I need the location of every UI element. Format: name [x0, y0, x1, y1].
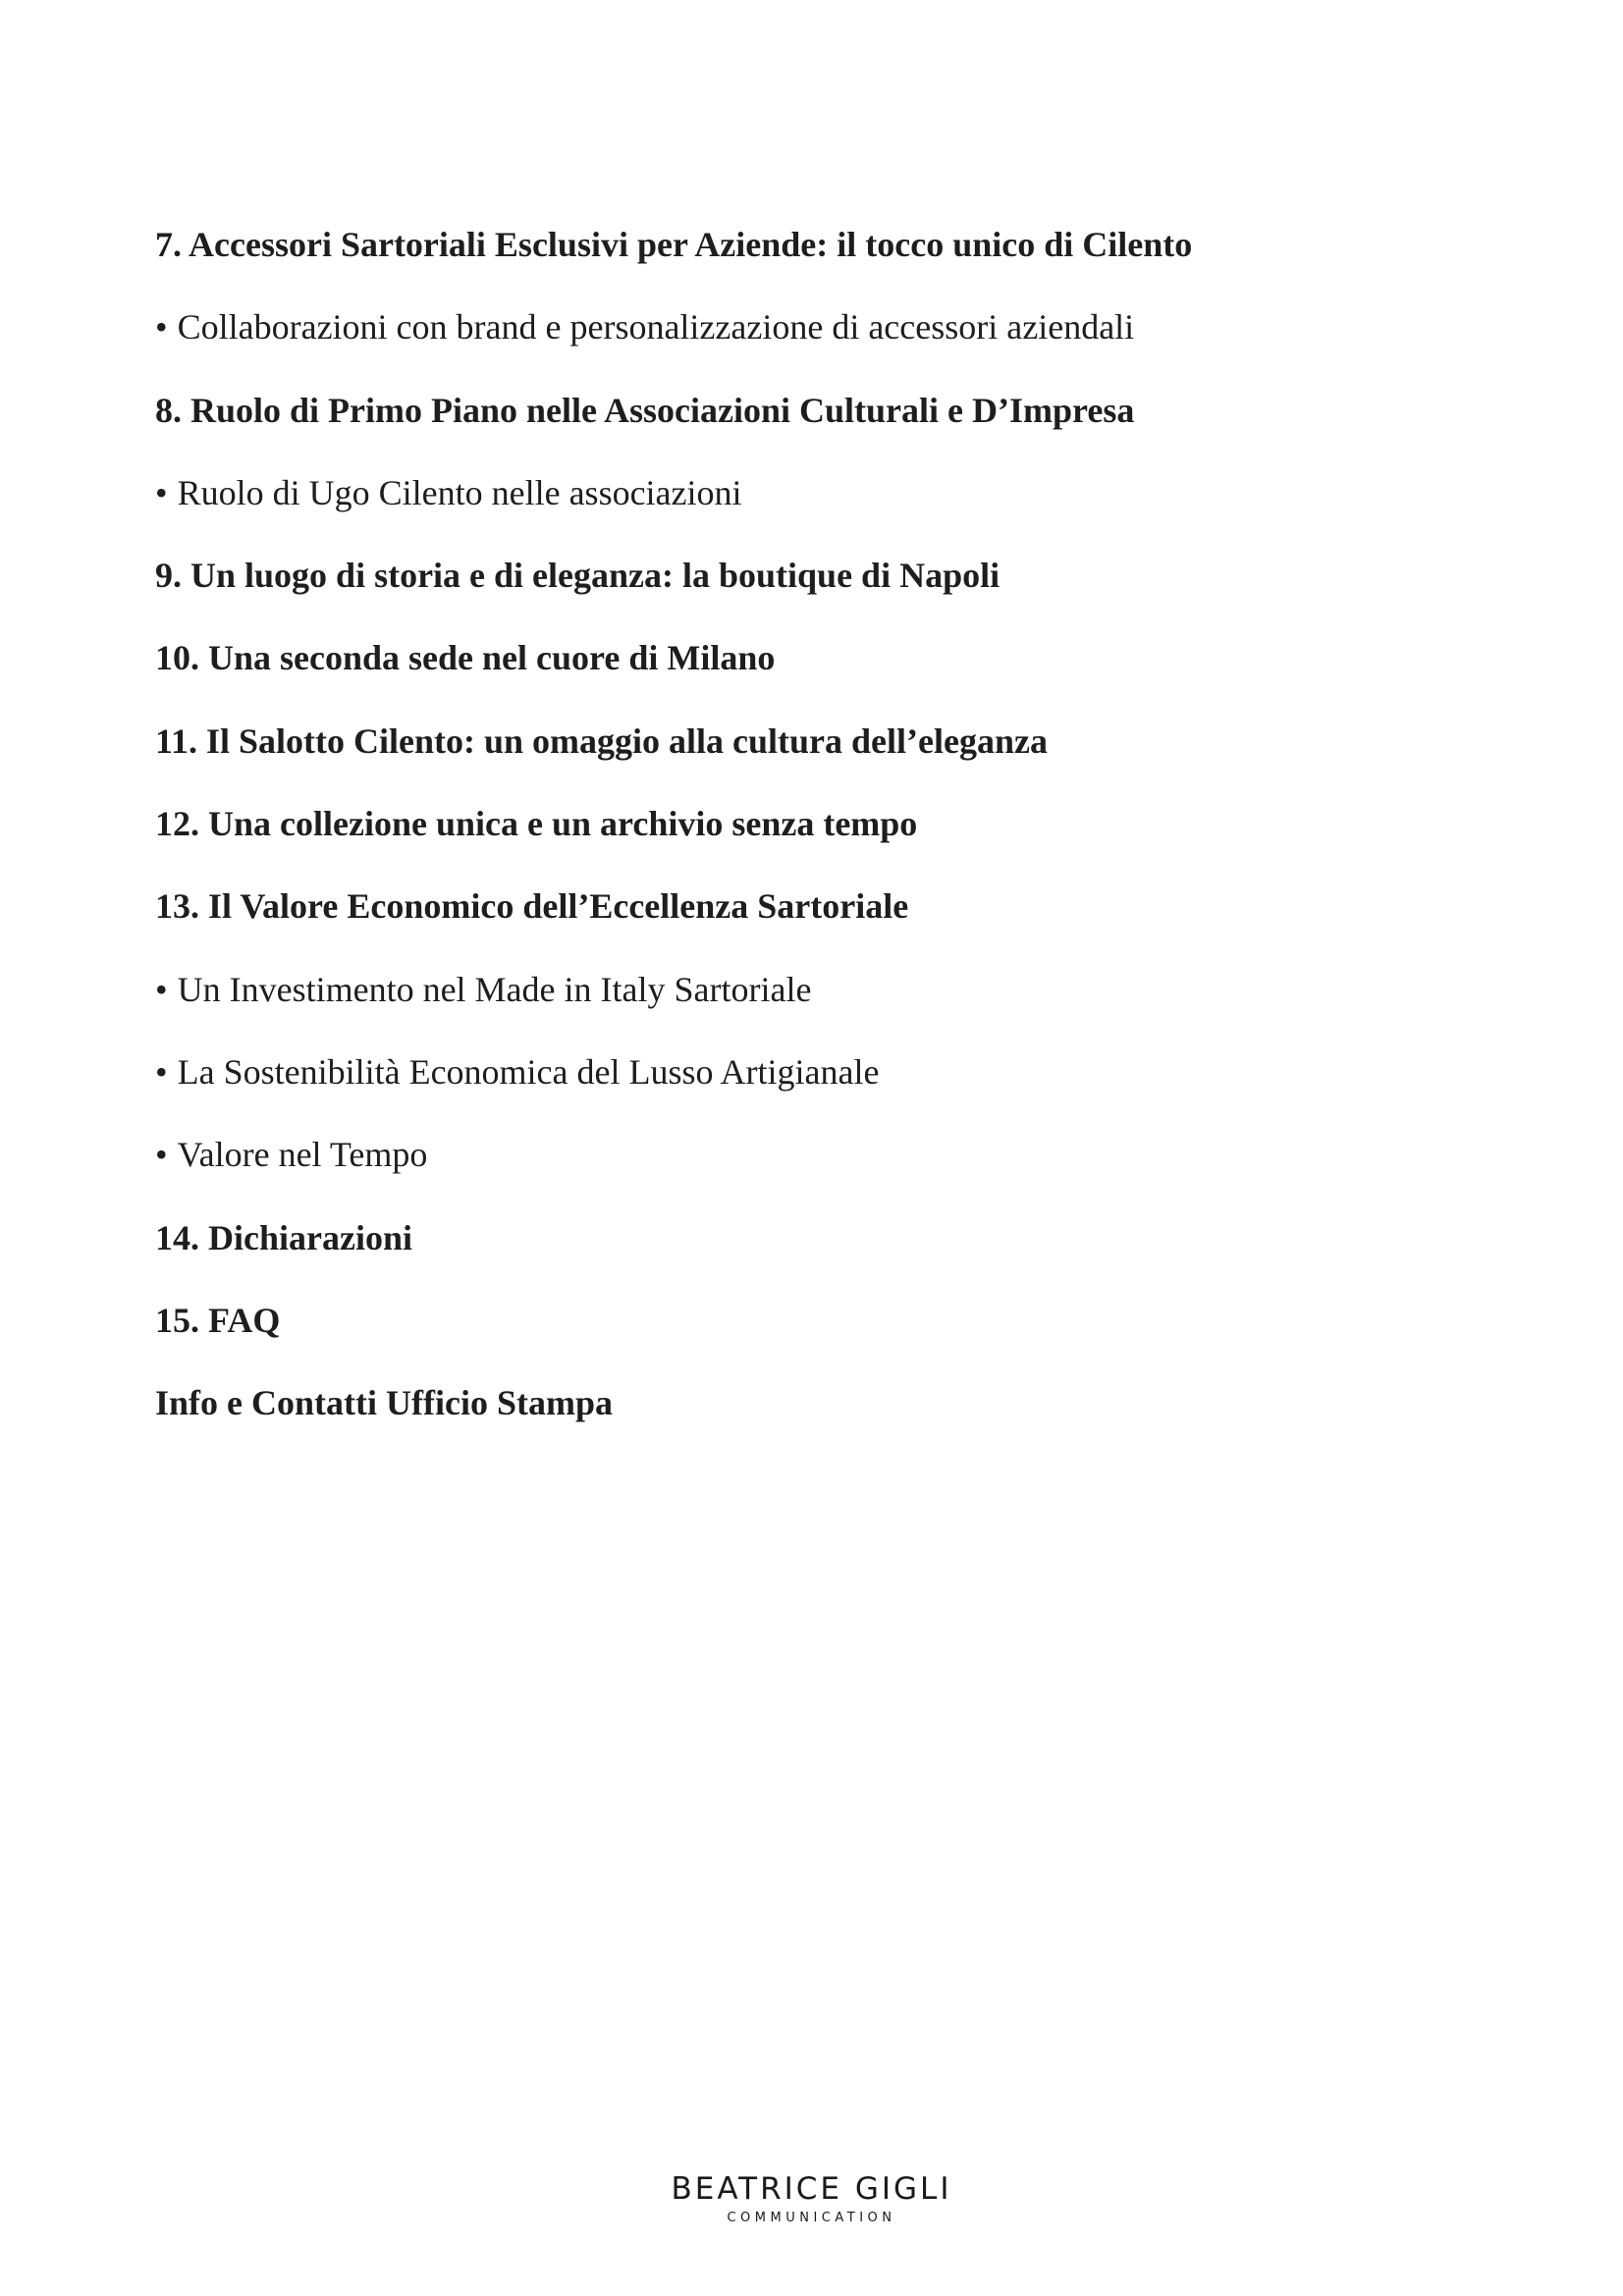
bullet-icon: •: [155, 1135, 168, 1175]
toc-heading[interactable]: [155, 799, 1490, 881]
toc-heading-text: 13. Il Valore Economico dell’Eccellenza Sartoriale: [155, 886, 909, 927]
toc-heading-text: 14. Dichiarazioni: [155, 1217, 412, 1257]
toc-heading-text: Info e Contatti Ufficio Stampa: [155, 1383, 613, 1423]
toc-heading[interactable]: [155, 1296, 1490, 1378]
toc-heading-text: 10. Una seconda sede nel cuore di Milano: [155, 638, 776, 678]
toc-subitem[interactable]: [155, 1047, 1490, 1130]
toc-subitem[interactable]: [155, 302, 1490, 385]
toc-heading[interactable]: [155, 717, 1490, 799]
toc-heading-text: 9. Un luogo di storia e di eleganza: la boutique di Napoli: [155, 556, 1001, 596]
toc-heading[interactable]: [155, 633, 1490, 716]
toc-heading[interactable]: [155, 1378, 1490, 1461]
table-of-contents: [155, 220, 1490, 1461]
toc-heading-text: 7. Accessori Sartoriali Esclusivi per Aziende: il tocco unico di Cilento: [155, 225, 1193, 264]
toc-heading[interactable]: [155, 220, 1490, 302]
bullet-icon: •: [155, 472, 168, 512]
toc-heading[interactable]: [155, 881, 1490, 964]
toc-heading[interactable]: [155, 1213, 1490, 1296]
toc-heading[interactable]: [155, 551, 1490, 633]
toc-subitem[interactable]: [155, 1130, 1490, 1212]
toc-subitem-text: Un Investimento nel Made in Italy Sartoriale: [177, 969, 812, 1009]
bullet-icon: •: [155, 307, 168, 347]
footer-logo: [0, 2171, 1623, 2228]
logo-name: BEATRICE GIGLI: [671, 2171, 952, 2207]
toc-heading-text: 11. Il Salotto Cilento: un omaggio alla cultura dell’eleganza: [155, 721, 1048, 761]
bullet-icon: •: [155, 969, 168, 1009]
toc-subitem-text: Valore nel Tempo: [177, 1135, 428, 1175]
toc-heading-text: 12. Una collezione unica e un archivio senza tempo: [155, 804, 918, 844]
bullet-icon: •: [155, 1051, 168, 1092]
toc-subitem[interactable]: [155, 965, 1490, 1047]
toc-subitem-text: La Sostenibilità Economica del Lusso Artigianale: [177, 1051, 880, 1092]
toc-heading[interactable]: [155, 386, 1490, 468]
toc-subitem-text: Collaborazioni con brand e personalizzazione di accessori aziendali: [177, 307, 1135, 347]
toc-subitem-text: Ruolo di Ugo Cilento nelle associazioni: [177, 472, 742, 512]
toc-subitem[interactable]: [155, 468, 1490, 551]
toc-heading-text: 15. FAQ: [155, 1300, 281, 1340]
toc-heading-text: 8. Ruolo di Primo Piano nelle Associazioni Culturali e D’Impresa: [155, 390, 1135, 430]
logo-subtitle: COMMUNICATION: [727, 2211, 896, 2225]
